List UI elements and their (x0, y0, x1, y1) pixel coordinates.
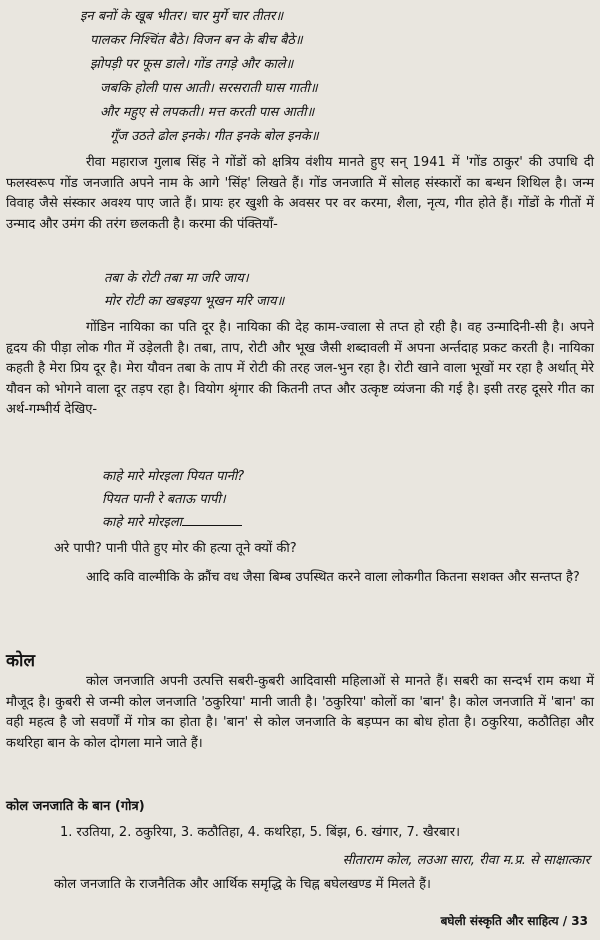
poem-line: झोपड़ी पर फूस डाले। गोंड तगड़े और काले॥ (90, 57, 294, 72)
song-line-with-blank (102, 514, 242, 532)
karma-line: मोर रोटी का खबइया भूखन मरि जाय॥ (104, 294, 285, 309)
song-line: पियत पानी रे बताऊ पापी। (102, 492, 226, 507)
source-note: सीताराम कोल, लउआ सारा, रीवा म.प्र. से साक्षात्कार (342, 853, 590, 868)
poem-line: और महुए से लपकती। मत्त करती पास आती॥ (100, 105, 315, 120)
paragraph-kol: कोल जनजाति अपनी उत्पत्ति सबरी-कुबरी आदिवासी महिलाओं से मानते हैं। सबरी का सन्दर्भ राम कथा में मौजूद है। कुबरी से जन्मी कोल जनजाति 'ठकुरिया' मानी जाती है। 'ठकुरिया' कोलों का 'बान' है। कोल जनजाति में 'बान' का वही महत्व है जो सवर्णों में गोत्र का होता है। 'बान' से कोल जनजाति के बड़प्पन का बोध होता है। ठकुरिया, कठौतिहा और कथरिहा बान के कोल दोगला माने जाते हैं। (6, 674, 594, 751)
gotra-list: 1. रउतिया, 2. ठकुरिया, 3. कठौतिहा, 4. कथरिहा, 5. बिंझ, 6. खंगार, 7. खैरबार। (60, 825, 461, 840)
poem-line: इन बनों के खूब भीतर। चार मुर्गे चार तीतर॥ (80, 9, 284, 24)
song-line: काहे मारे मोरइला पियत पानी? (102, 469, 245, 484)
gotra-heading: कोल जनजाति के बान (गोत्र) (6, 799, 145, 814)
paragraph-valmiki: आदि कवि वाल्मीकि के क्रौंच वध जैसा बिम्ब उपस्थित करने वाला लोकगीत कितना सशक्त और सन्तप्त है? (86, 570, 580, 585)
paragraph-gond-thakur: रीवा महाराज गुलाब सिंह ने गोंडों को क्षत्रिय वंशीय मानते हुए सन् 1941 में 'गोंड ठाकुर' की उपाधि दी फलस्वरूप गोंड जनजाति अपने नाम के आगे 'सिंह' लिखते हैं। गोंड जनजाति में सोलह संस्कारों का बन्धन शिथिल है। जन्म विवाह जैसे संस्कार अवश्य पाए जाते हैं। प्रायः हर खुशी के अवसर पर वर करमा, शैला, नृत्य, गीत होते हैं। गोंडों के गीतों में उन्माद और उमंग की तरंग छलकती है। करमा की पंक्तियाँ- (6, 155, 594, 232)
poem-line: गूँज उठते ढोल इनके। गीत इनके बोल इनके॥ (110, 129, 319, 144)
song-line: काहे मारे मोरइला (102, 515, 182, 530)
blank-underline (182, 525, 242, 526)
poem-line: पालकर निश्चिंत बैठे। विजन बन के बीच बैठे॥ (90, 33, 303, 48)
paragraph-gondin-nayika: गोंडिन नायिका का पति दूर है। नायिका की देह काम-ज्वाला से तप्त हो रही है। वह उन्मादिनी-सी है। अपने हृदय की पीड़ा लोक गीत में उड़ेलती है। तबा, ताप, रोटी और भूख जैसी शब्दावली में अपना अर्न्तदाह प्रकट करती है। नायिका कहती है मेरा प्रिय दूर है। मेरा यौवन तबा के ताप में रोटी की तरह जल-भुन रहा है। रोटी खाने वाला भूखों मर रहा है अर्थात् मेरे यौवन को भोगने वाला दूर तड़प रहा है। वियोग श्रृंगार की कितनी तप्त और उत्कृष्ट व्यंजना की गई है। इसी तरह दूसरे गीत का अर्थ-गम्भीर्य देखिए- (6, 320, 594, 417)
closing-line: कोल जनजाति के राजनैतिक और आर्थिक समृद्धि के चिह्न बघेलखण्ड में मिलते हैं। (54, 877, 431, 892)
question-line: अरे पापी? पानी पीते हुए मोर की हत्या तूने क्यों की? (54, 541, 297, 556)
section-heading-kol: कोल (6, 651, 35, 671)
page-footer: बघेली संस्कृति और साहित्य / 33 (440, 914, 588, 928)
poem-line: जबकि होली पास आती। सरसराती घास गाती॥ (100, 81, 318, 96)
karma-line: तबा के रोटी तबा मा जरि जाय। (104, 271, 249, 286)
